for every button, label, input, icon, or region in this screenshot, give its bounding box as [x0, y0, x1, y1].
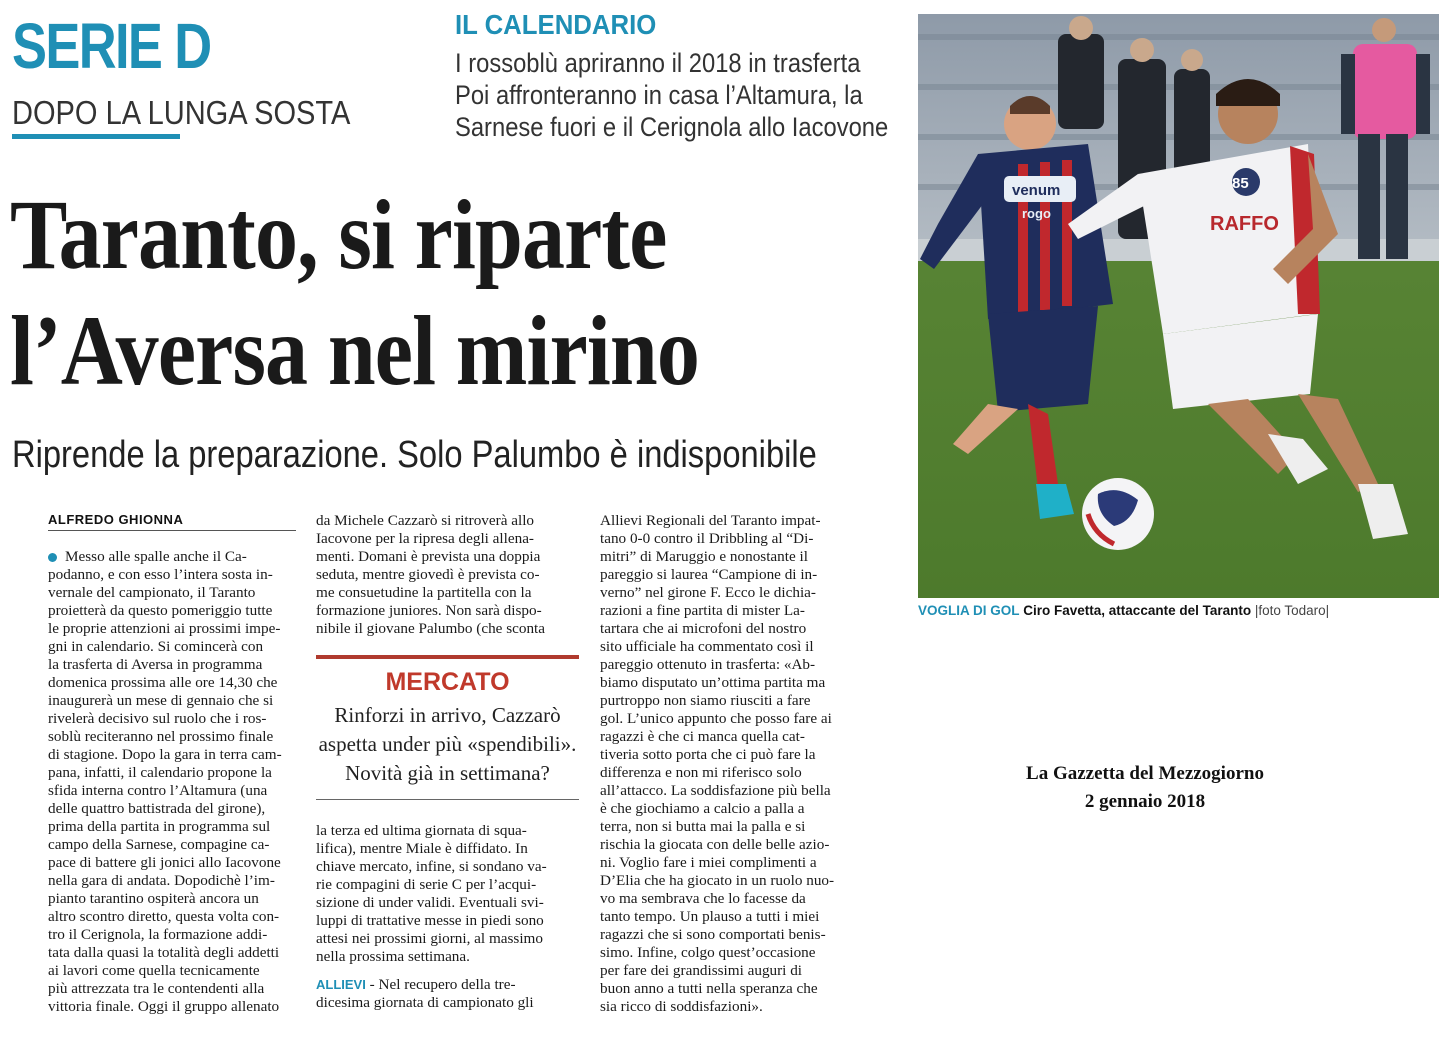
headline-line: Taranto, si riparte: [10, 179, 667, 290]
calendar-line: Sarnese fuori e il Cerignola allo Iacovone: [455, 112, 889, 142]
calendar-line: I rossoblù apriranno il 2018 in trasferta: [455, 48, 861, 78]
mercato-top-rule: [316, 655, 579, 659]
article-line: vernale del campionato, il Taranto: [48, 584, 256, 601]
caption-credit: |foto Todaro|: [1254, 603, 1330, 618]
article-line: seduta, mentre giovedì è prevista co-: [316, 566, 540, 583]
article-line: D’Elia che ha giocato in un ruolo nuo-: [600, 872, 835, 889]
source-date: 2 gennaio 2018: [1084, 791, 1206, 812]
article-line: dicesima giornata di campionato gli: [316, 994, 534, 1011]
section-tag: SERIE D: [12, 10, 211, 82]
article-line: ni. Voglio fare i miei complimenti a: [600, 854, 817, 871]
article-line: Messo alle spalle anche il Ca-: [48, 548, 298, 566]
shirt-number: 85: [1232, 175, 1249, 192]
article-line: altro scontro diretto, questa volta con-: [48, 908, 280, 925]
article-line: buon anno a tutti nella speranza che: [600, 980, 818, 997]
article-line: soblù reciteranno nel prossimo finale: [48, 728, 274, 745]
article-line: me consuetudine la partitella con la: [316, 584, 532, 601]
home-sponsor-text: venum: [1012, 182, 1061, 199]
match-photo: [918, 14, 1439, 598]
article-line: più attrezzata tra le contendenti alla: [48, 980, 265, 997]
mercato-bottom-rule: [316, 799, 579, 800]
article-line: la terza ed ultima giornata di squa-: [316, 822, 527, 839]
article-line: pace di battere gli jonici allo Iacovone: [48, 854, 281, 871]
article-line: pianto tarantino ospiterà ancora un: [48, 890, 259, 907]
article-line: all’attacco. La soddisfazione più bella: [600, 782, 831, 799]
article-line: rischia la giocata con delle belle azio-: [600, 836, 830, 853]
article-line: pana, infatti, il calendario propone la: [48, 764, 272, 781]
article-line: ALLIEVI - Nel recupero della tre-: [316, 976, 516, 993]
byline: ALFREDO GHIONNA: [48, 512, 184, 527]
byline-rule: [48, 530, 296, 531]
article-line: purtroppo non siamo riusciti a fare: [600, 692, 811, 709]
bullet-icon: [48, 553, 57, 562]
article-line: podanno, e con esso l’intera sosta in-: [48, 566, 273, 583]
article-line: prima della partita in programma sul: [48, 818, 271, 835]
article-line: ragazzi che si sono comportati benis-: [600, 926, 826, 943]
article-line: le proprie attenzioni ai prossimi impe-: [48, 620, 281, 637]
away-sponsor-text: RAFFO: [1210, 213, 1279, 235]
article-line: inaugurerà un mese di gennaio che si: [48, 692, 274, 709]
article-line: sfida interna contro l’Altamura (una: [48, 782, 268, 799]
mercato-line: Novità già in settimana?: [345, 761, 550, 785]
mercato-line: aspetta under più «spendibili».: [318, 732, 577, 756]
article-line: mitri” di Maruggio e nonostante il: [600, 548, 808, 565]
article-line: sia ricco di soddisfazioni».: [600, 998, 763, 1015]
article-line: nella prossima settimana.: [316, 948, 470, 965]
allievi-label: ALLIEVI: [316, 977, 366, 992]
article-line: ai lavori come quella tecnicamente: [48, 962, 260, 979]
article-line: terra, non si butta mai la palla e si: [600, 818, 806, 835]
article-line: vo ma sembrava che lo facesse da: [600, 890, 806, 907]
article-line: ragazzi è che ci manca quella cat-: [600, 728, 805, 745]
article-line: tata dalla quasi la totalità degli addetti: [48, 944, 280, 961]
article-line: di stagione. Dopo la gara in terra cam-: [48, 746, 282, 763]
article-column-1: [48, 548, 298, 1016]
article-line: per fare dei grandissimi auguri di: [600, 962, 803, 979]
article-line: vittoria finale. Oggi il gruppo allenato: [48, 998, 280, 1015]
article-line: la trasferta di Aversa in programma: [48, 656, 263, 673]
home-sponsor-text-2: rogo: [1022, 206, 1051, 221]
article-line: sito ufficiale ha commentato così il: [600, 638, 814, 655]
photo-caption: [918, 603, 1329, 618]
article-line: tro il Cerignola, la formazione addi-: [48, 926, 268, 943]
article-line: Allievi Regionali del Taranto impat-: [600, 512, 821, 529]
article-line: proietterà da questo pomeriggio tutte: [48, 602, 273, 619]
article-line: tanto tempo. Un plauso a tutti i miei: [600, 908, 820, 925]
article-line: formazione juniores. Non sarà dispo-: [316, 602, 542, 619]
article-line: gni in calendario. Si comincerà con: [48, 638, 264, 655]
caption-lead: VOGLIA DI GOL: [918, 603, 1020, 618]
headline-line: l’Aversa nel mirino: [10, 295, 700, 406]
article-line: razioni a fine partita di mister La-: [600, 602, 805, 619]
kicker: DOPO LA LUNGA SOSTA: [12, 94, 351, 131]
calendar-label: IL CALENDARIO: [455, 9, 657, 40]
article-line: tiveria sotto porta che ci può fare la: [600, 746, 816, 763]
article-column-3: [600, 512, 866, 1016]
article-line: Iacovone per la ripresa degli allena-: [316, 530, 534, 547]
spacer: [316, 966, 581, 976]
article-line: nella gara di andata. Dopodichè l’im-: [48, 872, 275, 889]
mercato-line: Rinforzi in arrivo, Cazzarò: [334, 703, 561, 727]
source-publication: La Gazzetta del Mezzogiorno: [1026, 763, 1264, 784]
article-line: rivelerà decisivo sul ruolo che i ros-: [48, 710, 267, 727]
kicker-underline: [12, 134, 180, 139]
article-line: gol. L’unico appunto che posso fare ai: [600, 710, 832, 727]
article-line: menti. Domani è prevista una doppia: [316, 548, 541, 565]
article-line: pareggio si laurea “Campione di in-: [600, 566, 818, 583]
article-line: sizione di under validi. Eventuali svi-: [316, 894, 544, 911]
article-column-2: [316, 512, 581, 638]
article-line: simo. Infine, colgo quest’occasione: [600, 944, 816, 961]
article-line: lifica), mentre Miale è diffidato. In: [316, 840, 528, 857]
article-line: attesi nei prossimi giorni, al massimo: [316, 930, 543, 947]
article-line: luppi di trattative messe in piedi sono: [316, 912, 544, 929]
article-line: pareggio ottenuto in trasferta: «Ab-: [600, 656, 816, 673]
article-line: chiave mercato, infine, si sondano va-: [316, 858, 547, 875]
caption-text: Ciro Favetta, attaccante del Taranto: [1023, 603, 1252, 618]
article-line: tartara che ai microfoni del nostro: [600, 620, 807, 637]
article-line: nibile il giovane Palumbo (che sconta: [316, 620, 546, 637]
article-line: delle quattro battistrada del girone),: [48, 800, 266, 817]
article-line: rie compagini di serie C per l’acqui-: [316, 876, 537, 893]
calendar-line: Poi affronteranno in casa l’Altamura, la: [455, 80, 863, 110]
article-line: da Michele Cazzarò si ritroverà allo: [316, 512, 535, 529]
article-line: tano 0-0 contro il Dribbling al “Di-: [600, 530, 814, 547]
article-line: domenica prossima alle ore 14,30 che: [48, 674, 278, 691]
article-column-2-continued: [316, 822, 581, 1012]
article-line: campo della Sarnese, compagine ca-: [48, 836, 270, 853]
article-line: verno” nel girone F. Ecco le dichia-: [600, 584, 816, 601]
subheadline: Riprende la preparazione. Solo Palumbo è indisponibile: [12, 434, 817, 476]
article-line: differenza e non mi riferisco solo: [600, 764, 802, 781]
article-line: è che giochiamo a calcio a palla a: [600, 800, 805, 817]
mercato-label: MERCATO: [385, 668, 510, 696]
article-line: biamo disputato un’ottima partita ma: [600, 674, 826, 691]
